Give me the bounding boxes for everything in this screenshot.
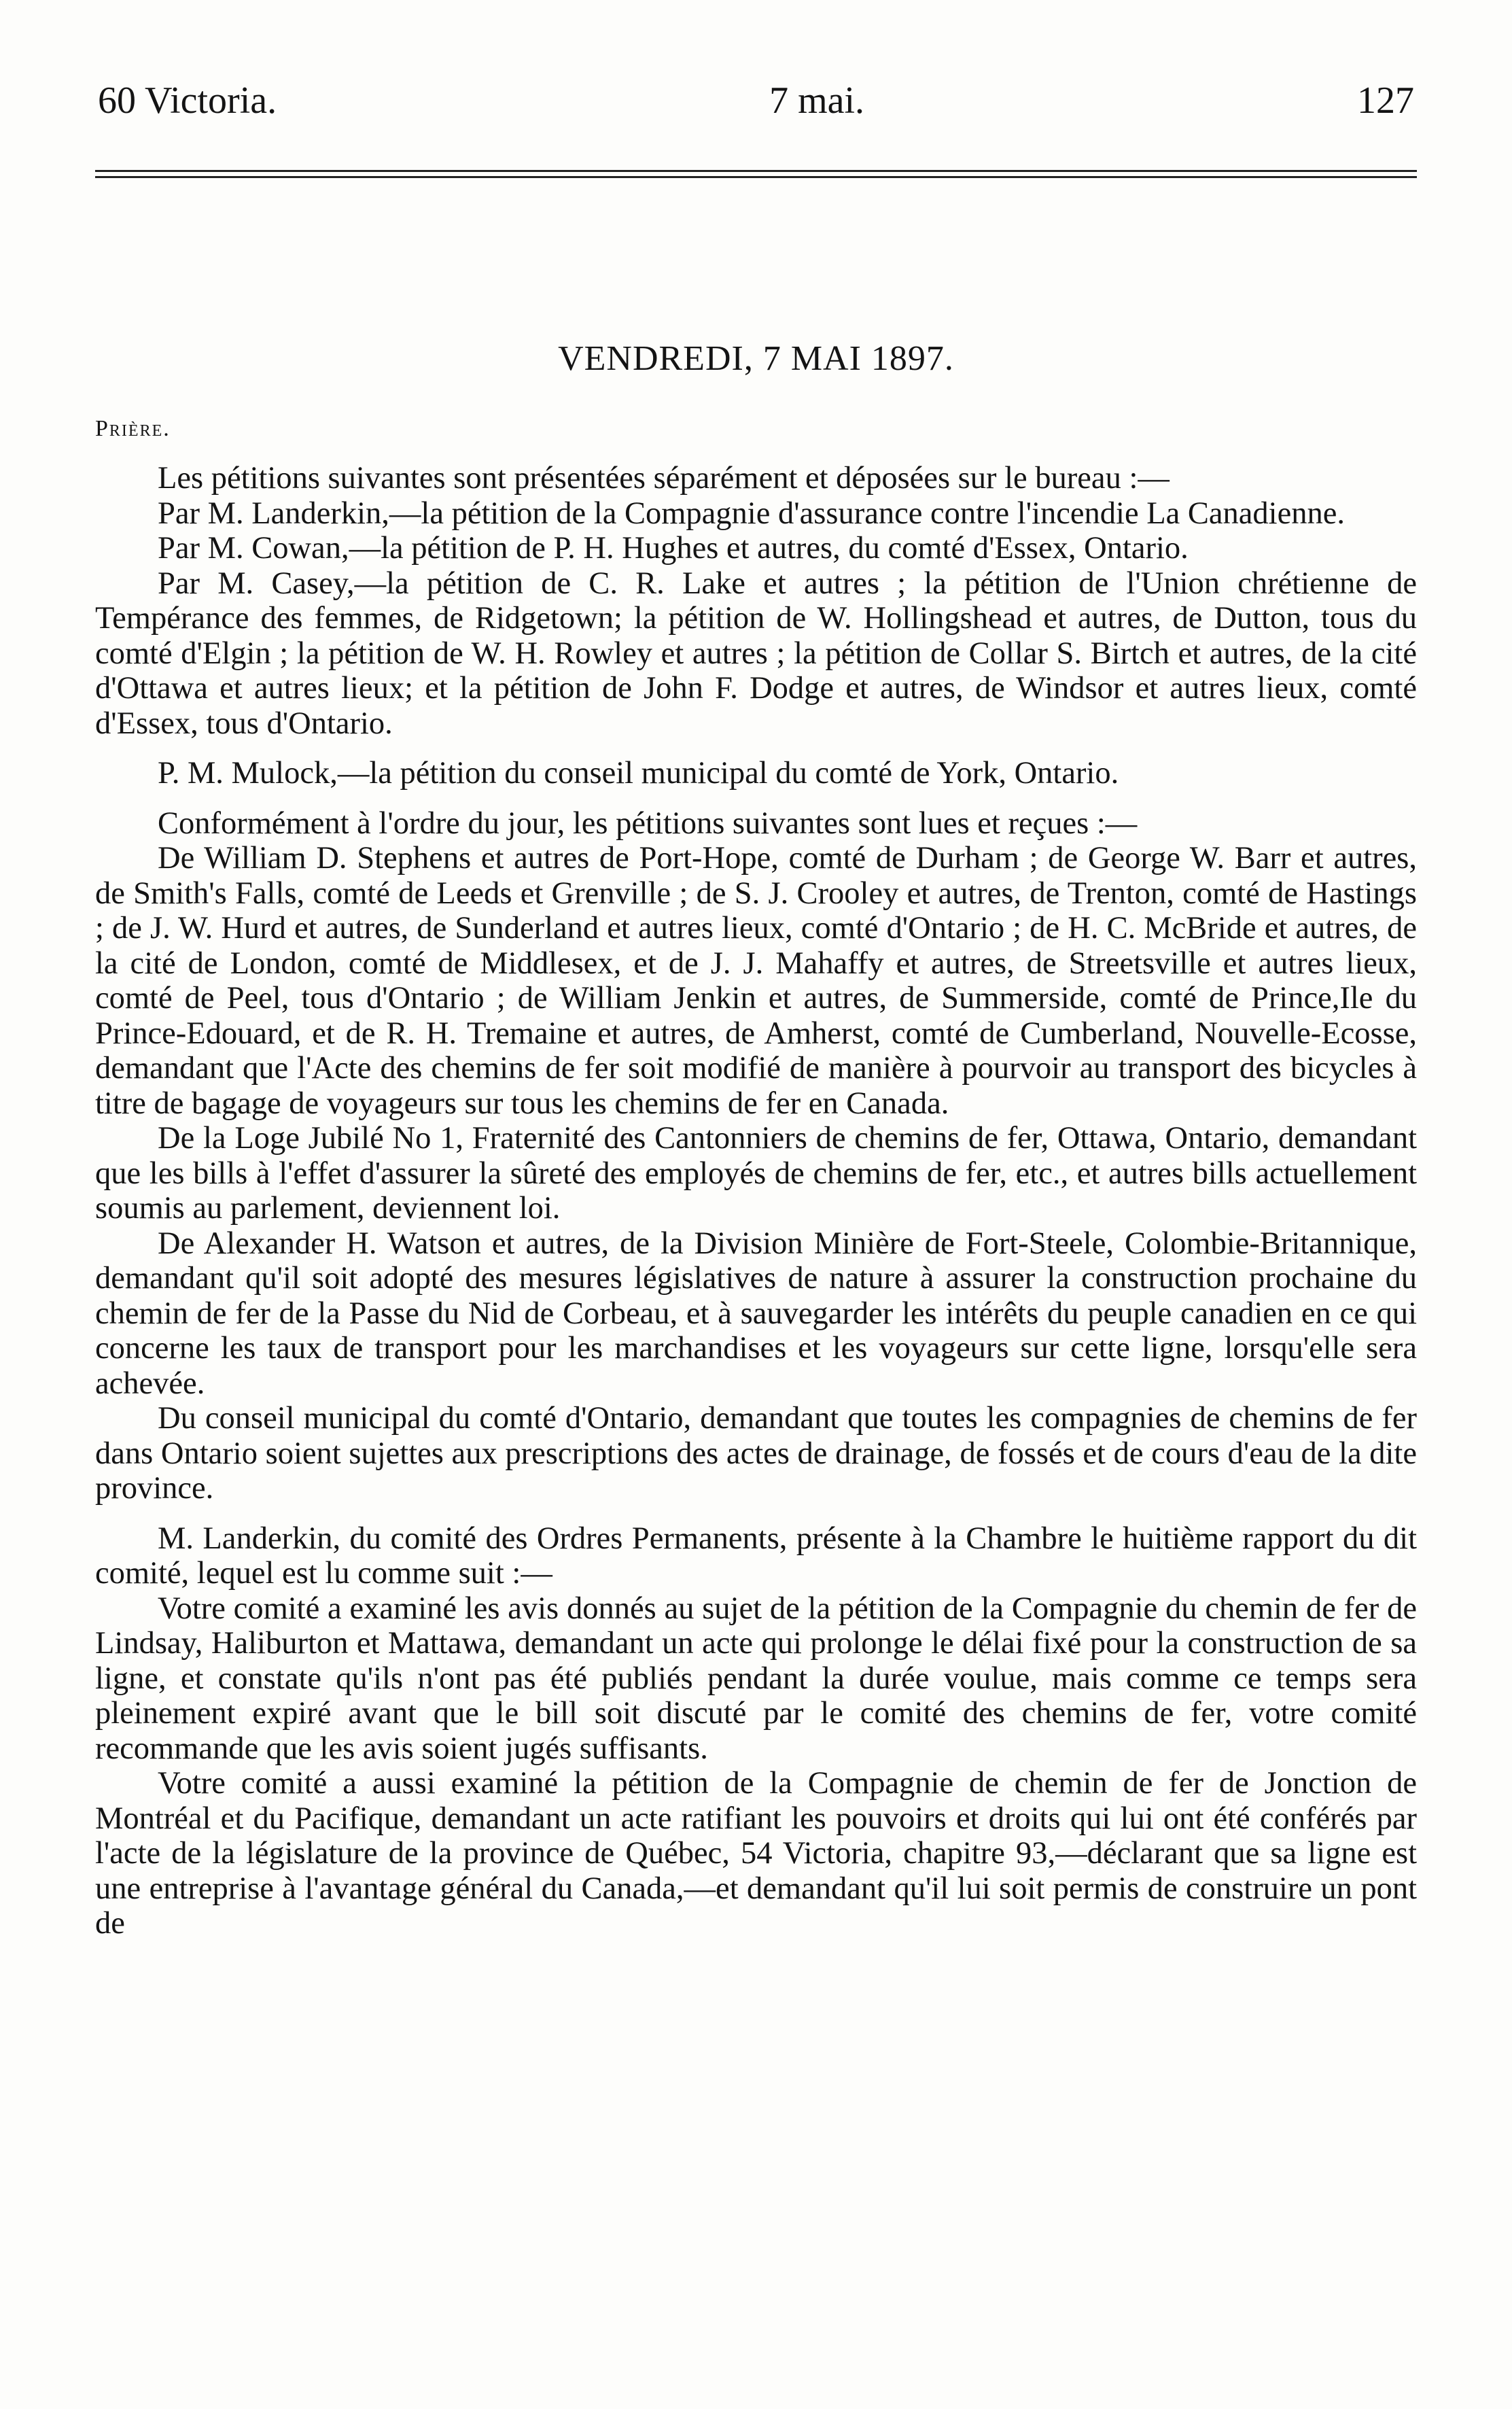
paragraph: Conformément à l'ordre du jour, les pétitions suivantes sont lues et reçues :— [158, 805, 1138, 841]
document-page [95, 82, 1417, 1941]
header-date: 7 mai. [769, 80, 865, 122]
paragraph: Votre comité a examiné les avis donnés au sujet de la pétition de la Compagnie du chemin de fer de Lindsay, Haliburton et Mattawa, demandant un acte qui prolonge le délai fixé pour la construction de sa ligne, et constate qu'ils n'ont pas été publiés pendant la durée voulue, mais comme ce temps sera pleinement expiré avant que le bill soit discuté par le comité des chemins de fer, votre comité recommande que les avis soient jugés suffisants. [95, 1591, 1417, 1766]
header-rule-bottom [95, 176, 1417, 178]
paragraph: De William D. Stephens et autres de Port-Hope, comté de Durham ; de George W. Barr et autres, de Smith's Falls, comté de Leeds et Grenville ; de S. J. Crooley et autres, de Trenton, comté de Hastings ; de J. W. Hurd et autres, de Sunderland et autres lieux, comté d'Ontario ; de H. C. McBride et autres, de la cité de London, comté de Middlesex, et de J. J. Mahaffy et autres, de Streetsville et autres lieux, comté de Peel, tous d'Ontario ; de William Jenkin et autres, de Summerside, comté de Prince,Ile du Prince-Edouard, et de R. H. Tremaine et autres, de Amherst, comté de Cumberland, Nouvelle-Ecosse, demandant que l'Acte des chemins de fer soit modifié de manière à pourvoir au transport des bicycles à titre de bagage de voyageurs sur tous les chemins de fer en Canada. [95, 841, 1417, 1121]
paragraph: P. M. Mulock,—la pétition du conseil municipal du comté de York, Ontario. [158, 756, 1119, 791]
header-rule-top [95, 170, 1417, 172]
sitting-title: VENDREDI, 7 MAI 1897. [558, 339, 954, 378]
paragraph: Du conseil municipal du comté d'Ontario, demandant que toutes les compagnies de chemins de fer dans Ontario soient sujettes aux prescriptions des actes de drainage, de fossés et de cours d'eau de la dite province. [95, 1401, 1417, 1506]
paragraph: De la Loge Jubilé No 1, Fraternité des Cantonniers de chemins de fer, Ottawa, Ontario, demandant que les bills à l'effet d'assurer la sûreté des employés de chemins de fer, etc., et autres bills actuellement soumis au parlement, deviennent loi. [95, 1121, 1417, 1226]
running-header [95, 82, 1417, 120]
paragraph: Par M. Landerkin,—la pétition de la Compagnie d'assurance contre l'incendie La Canadienne. [158, 496, 1345, 531]
header-volume: 60 Victoria. [98, 80, 277, 122]
paragraph: Votre comité a aussi examiné la pétition de la Compagnie de chemin de fer de Jonction de Montréal et du Pacifique, demandant un acte ratifiant les pouvoirs et droits qui lui ont été conférés par l'acte de la législature de la province de Québec, 54 Victoria, chapitre 93,—déclarant que sa ligne est une entreprise à l'avantage général du Canada,—et demandant qu'il lui soit permis de construire un pont de [95, 1766, 1417, 1941]
paragraph: Par M. Cowan,—la pétition de P. H. Hughes et autres, du comté d'Essex, Ontario. [158, 531, 1189, 566]
paragraph: M. Landerkin, du comité des Ordres Permanents, présente à la Chambre le huitième rapport du dit comité, lequel est lu comme suit :— [95, 1521, 1417, 1591]
priere-heading: Prière. [95, 416, 171, 441]
paragraph: De Alexander H. Watson et autres, de la Division Minière de Fort-Steele, Colombie-Britannique, demandant qu'il soit adopté des mesures législatives de nature à assurer la construction prochaine du chemin de fer de la Passe du Nid de Corbeau, et à sauvegarder les intérêts du peuple canadien en ce qui concerne les taux de transport pour les marchandises et les voyageurs sur cette ligne, lorsqu'elle sera achevée. [95, 1226, 1417, 1401]
paragraph: Par M. Casey,—la pétition de C. R. Lake et autres ; la pétition de l'Union chrétienne de Tempérance des femmes, de Ridgetown; la pétition de W. Hollingshead et autres, de Dutton, tous du comté d'Elgin ; la pétition de W. H. Rowley et autres ; la pétition de Collar S. Birtch et autres, de la cité d'Ottawa et autres lieux; et la pétition de John F. Dodge et autres, de Windsor et autres lieux, comté d'Essex, tous d'Ontario. [95, 566, 1417, 741]
paragraph: Les pétitions suivantes sont présentées séparément et déposées sur le bureau :— [158, 461, 1170, 496]
page-number: 127 [1357, 80, 1414, 122]
document-body [95, 461, 1417, 1941]
